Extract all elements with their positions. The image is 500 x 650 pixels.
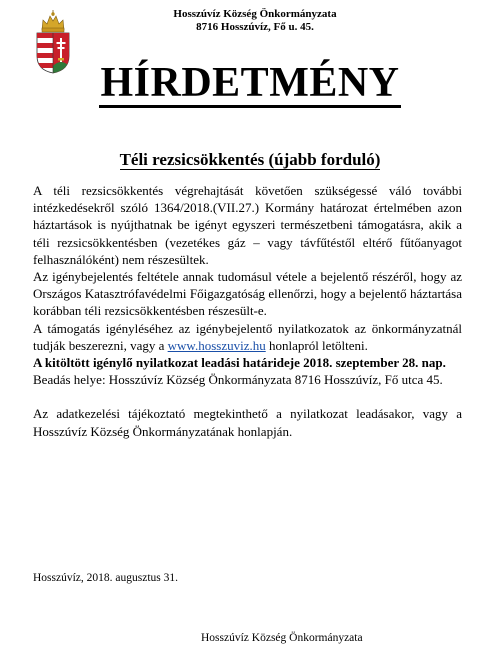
- paragraph-data-privacy: Az adatkezelési tájékoztató megtekinthető a nyilatkozat leadásakor, vagy a Hosszúvíz Község Önkormányzatának honlapján.: [33, 406, 462, 439]
- paragraph-deadline: A kitöltött igénylő nyilatkozat leadási határideje 2018. szeptember 28. nap.: [33, 355, 446, 371]
- paragraph-forms-tail: honlapról letölteni.: [265, 337, 368, 353]
- page-subtitle-text: Téli rezsicsökkentés (újabb forduló): [119, 150, 381, 169]
- org-name: Hosszúvíz Község Önkormányzata: [173, 8, 337, 20]
- date-line: Hosszúvíz, 2018. augusztus 31.: [33, 572, 179, 584]
- website-link[interactable]: www.hosszuviz.hu: [167, 337, 266, 353]
- page-title-text: HÍRDETMÉNY: [100, 60, 400, 106]
- page-title: [0, 58, 500, 108]
- signature: Hosszúvíz Község Önkormányzata: [201, 632, 363, 644]
- spacer: [33, 388, 462, 405]
- paragraph-forms-text: A támogatás igényléséhez az igénybejelentő nyilatkozatok az önkormányzatnál tudják beszerezni, vagy a: [33, 320, 462, 353]
- paragraph-eligibility: A téli rezsicsökkentés végrehajtását követően szükségessé váló további intézkedésekről szóló 1364/2018.(VII.27.) Kormány határozat értelmében azon háztartások is nyújthatnak be igényt egyszeri természetbeni támogatásra, akik a téli rezsicsökkentésben (vezetékes gáz – vagy távfűtéstől eltérő fűtőanyagot felhasználóként) nem részesültek.: [33, 183, 462, 267]
- page-subtitle: [0, 150, 500, 170]
- paragraph-forms: [33, 320, 462, 354]
- paragraph-submission-place: Beadás helye: Hosszúvíz Község Önkormányzata 8716 Hosszúvíz, Fő utca 45.: [33, 372, 443, 388]
- letterhead: [130, 8, 380, 34]
- paragraph-condition: Az igénybejelentés feltétele annak tudomásul vétele a bejelentő részéről, hogy az Országos Katasztrófavédelmi Főigazgatóság ellenőrzi, hogy a bejelentő háztartása korábban téli rezsicsökkentésben részesült-e.: [33, 269, 462, 319]
- org-address: 8716 Hosszúvíz, Fő u. 45.: [196, 21, 314, 33]
- announcement-body: [33, 182, 462, 440]
